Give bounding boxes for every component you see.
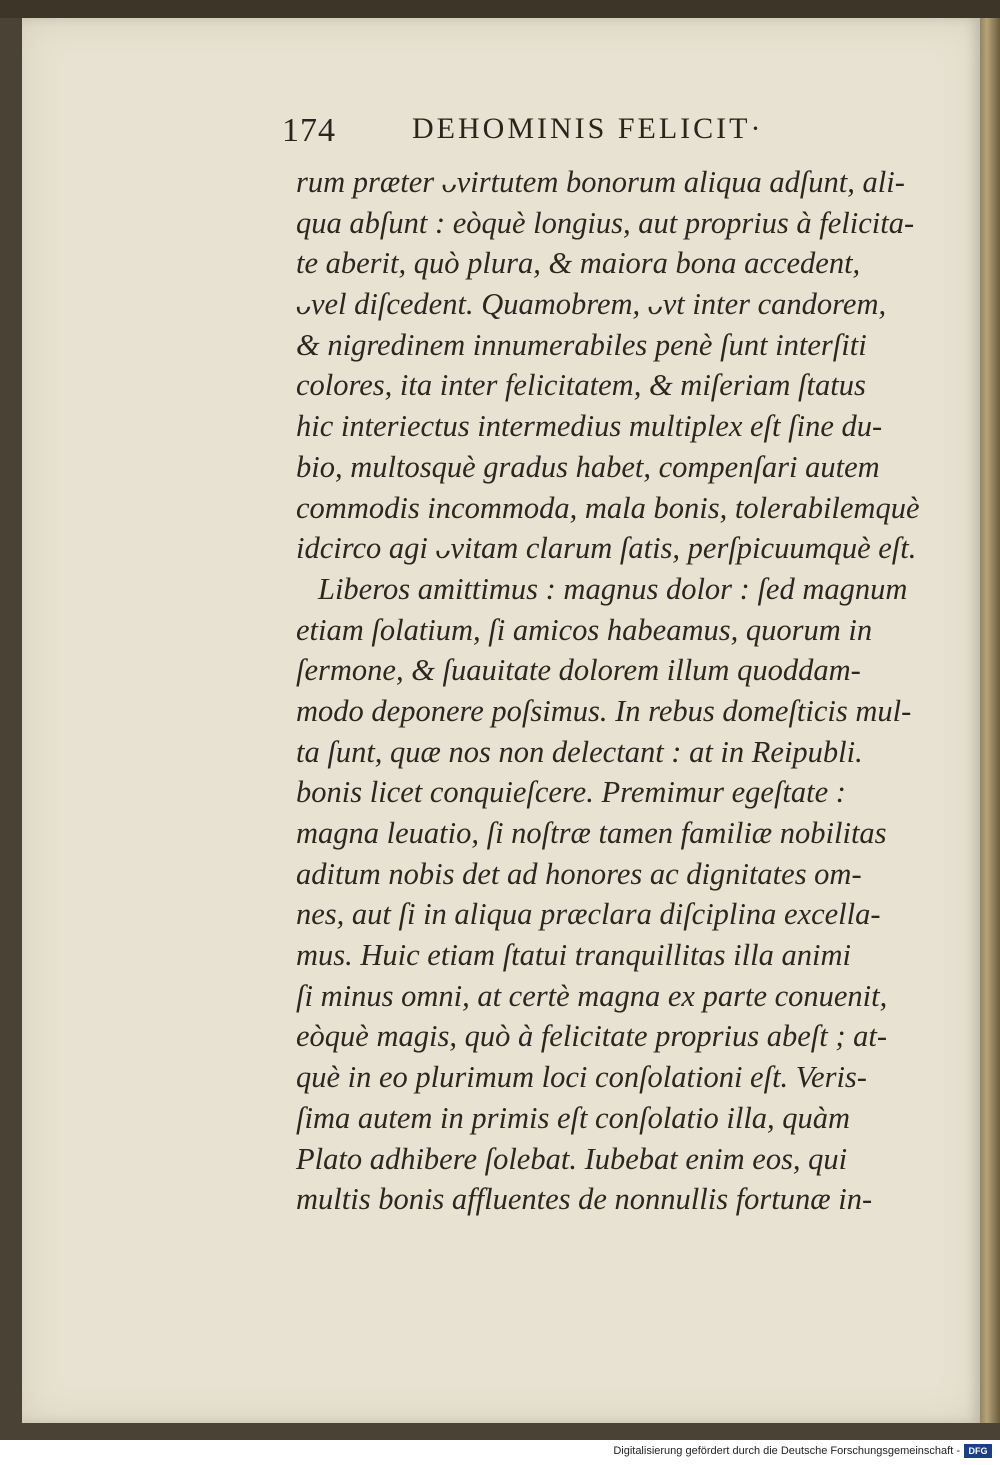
text-line: ſi minus omni, at certè magna ex parte conuenit, [296, 978, 888, 1013]
text-line: nes, aut ſi in aliqua prӕclara diſciplina excella- [296, 897, 881, 932]
paragraph-start-line: Liberos amittimus : magnus dolor : ſed magnum [318, 571, 908, 606]
funding-credit: Digitalisierung gefördert durch die Deutsche Forschungsgemeinschaft - [613, 1445, 960, 1457]
text-line: colores, ita inter felicitatem, & miſeriam ſtatus [296, 368, 866, 403]
scan-top-edge [0, 0, 1000, 18]
text-line: ta ſunt, quӕ nos non delectant : at in Reipubli. [296, 734, 863, 769]
main-text [296, 162, 920, 1220]
dfg-logo: DFG [964, 1444, 992, 1458]
text-line: rum prӕter ᴗvirtutem bonorum aliqua adſunt, ali- [296, 165, 905, 199]
page-number: 174 [282, 112, 336, 149]
text-line: magna leuatio, ſi noſtrӕ tamen familiӕ nobilitas [296, 816, 887, 850]
text-line: bio, multosquè gradus habet, compenſari autem [296, 449, 880, 484]
running-head [282, 106, 882, 150]
text-line: mus. Huic etiam ſtatui tranquillitas illa animi [296, 938, 851, 973]
digitization-footer [0, 1440, 1000, 1465]
text-line: multis bonis affluentes de nonnullis fortunӕ in- [296, 1182, 873, 1217]
text-line: què in eo plurimum loci conſolationi eſt. Veris- [296, 1060, 867, 1095]
running-title: DEHOMINIS FELICIT· [412, 112, 764, 145]
text-line: ᴗvel diſcedent. Quamobrem, ᴗvt inter candorem, [296, 287, 887, 322]
text-line: commodis incommoda, mala bonis, tolerabilemquè [296, 490, 920, 525]
text-line: idcirco agi ᴗvitam clarum ſatis, perſpicuumquè eſt. [296, 531, 917, 566]
text-line: te aberit, quò plura, & maiora bona accedent, [296, 246, 861, 281]
text-line: etiam ſolatium, ſi amicos habeamus, quorum in [296, 612, 873, 647]
text-line: & nigredinem innumerabiles penè ſunt interſiti [296, 327, 867, 362]
text-line: bonis licet conquieſcere. Premimur egeſtate : [296, 775, 846, 810]
text-line: hic interiectus intermedius multiplex eſt ſine du- [296, 409, 883, 444]
text-line: ſermone, & ſuauitate dolorem illum quoddam- [296, 653, 861, 688]
text-line: aditum nobis det ad honores ac dignitates om- [296, 856, 862, 891]
text-line: modo deponere poſsimus. In rebus domeſticis mul- [296, 693, 912, 728]
book-edge [978, 18, 1000, 1423]
text-line: ſima autem in primis eſt conſolatio illa, quàm [296, 1100, 851, 1135]
text-line: Plato adhibere ſolebat. Iubebat enim eos, qui [296, 1141, 848, 1176]
text-line: qua abſunt : eòquè longius, aut proprius à felicita- [296, 205, 915, 240]
text-line: eòquè magis, quò à felicitate proprius abeſt ; at- [296, 1019, 887, 1054]
